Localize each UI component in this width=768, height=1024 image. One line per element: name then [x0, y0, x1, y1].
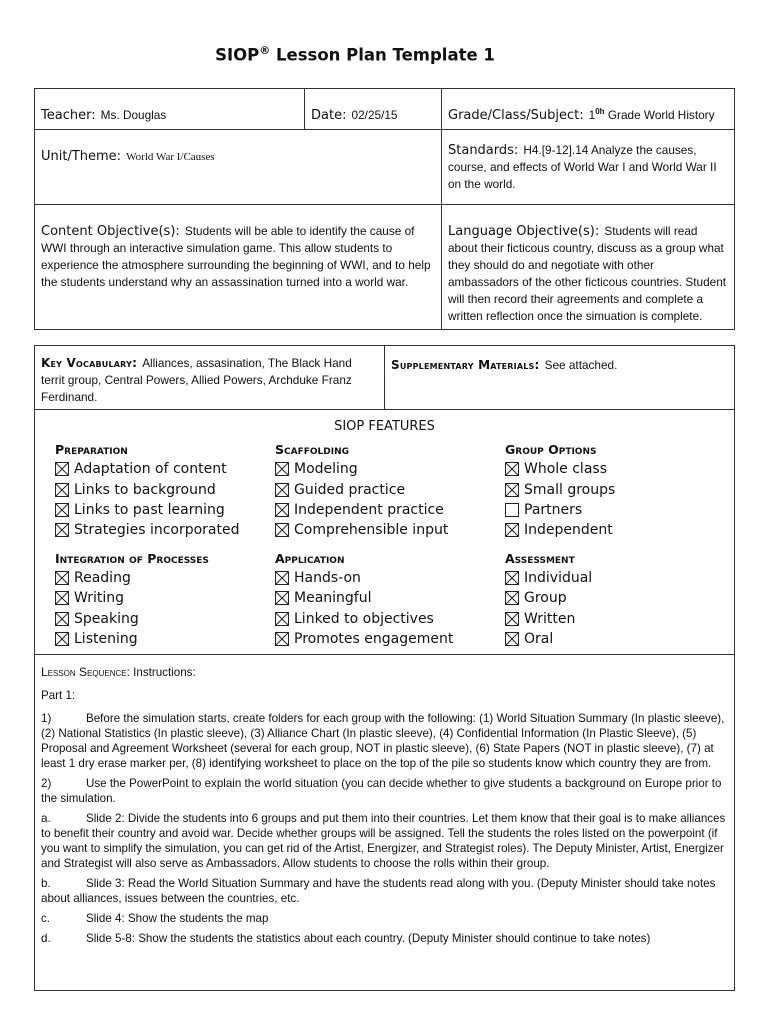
checkbox-item[interactable]: Listening: [55, 629, 275, 649]
standards-cell: Standards: H4.[9-12].14 Analyze the causes, course, and effects of World War I and World War II on the world.: [442, 130, 735, 205]
step-2: 2) Use the PowerPoint to explain the world situation (you can decide whether to give students a background on Europe prior to the simulation.: [41, 777, 722, 805]
checkbox-checked-icon[interactable]: [275, 571, 289, 585]
lesson-sequence-label: Lesson Sequence:: [41, 665, 130, 679]
checkbox-checked-icon[interactable]: [275, 591, 289, 605]
supplementary-materials-cell: Supplementary Materials: See attached.: [385, 346, 735, 410]
checkbox-checked-icon[interactable]: [505, 462, 519, 476]
checkbox-item[interactable]: Promotes engagement: [275, 629, 505, 649]
checkbox-item[interactable]: Independent: [505, 520, 715, 540]
key-vocabulary-cell: Key Vocabulary: Alliances, assasination, The Black Hand territ group, Central Powers, Allied Powers, Archduke Franz Ferdinand.: [35, 346, 385, 410]
checkbox-checked-icon[interactable]: [505, 632, 519, 646]
checkbox-checked-icon[interactable]: [505, 523, 519, 537]
checkbox-checked-icon[interactable]: [275, 632, 289, 646]
checkbox-checked-icon[interactable]: [55, 503, 69, 517]
checkbox-checked-icon[interactable]: [275, 523, 289, 537]
checkbox-item[interactable]: Written: [505, 608, 715, 628]
checkbox-item[interactable]: Linked to objectives: [275, 608, 505, 628]
checkbox-item[interactable]: Oral: [505, 629, 715, 649]
checkbox-item[interactable]: Hands-on: [275, 568, 505, 588]
date-cell: Date: 02/25/15: [305, 89, 442, 130]
checkbox-item[interactable]: Strategies incorporated: [55, 520, 275, 540]
checkbox-checked-icon[interactable]: [505, 612, 519, 626]
checkbox-item[interactable]: Whole class: [505, 459, 715, 479]
scaffolding-heading: Scaffolding: [275, 442, 349, 457]
step-c: c. Slide 4: Show the students the map: [41, 912, 269, 925]
features-grid: [55, 440, 734, 649]
checkbox-checked-icon[interactable]: [55, 523, 69, 537]
checkbox-checked-icon[interactable]: [55, 483, 69, 497]
lesson-sequence-cell: [35, 655, 735, 991]
checkbox-checked-icon[interactable]: [275, 462, 289, 476]
checkbox-item[interactable]: Reading: [55, 568, 275, 588]
features-table: [34, 345, 735, 991]
checkbox-checked-icon[interactable]: [55, 591, 69, 605]
checkbox-item[interactable]: Individual: [505, 568, 715, 588]
checkbox-item[interactable]: Speaking: [55, 608, 275, 628]
step-b: b. Slide 3: Read the World Situation Summary and have the students read along with you. (Deputy Minister should take notes about alliances, issues between the countries, etc.: [41, 877, 716, 905]
checkbox-item[interactable]: Adaptation of content: [55, 459, 275, 479]
checkbox-item[interactable]: Group: [505, 588, 715, 608]
checkbox-checked-icon[interactable]: [275, 503, 289, 517]
checkbox-checked-icon[interactable]: [275, 612, 289, 626]
teacher-cell: Teacher: Ms. Douglas: [35, 89, 305, 130]
unit-cell: Unit/Theme: World War I/Causes: [35, 130, 442, 205]
checkbox-item[interactable]: Guided practice: [275, 479, 505, 499]
checkbox-empty-icon[interactable]: [505, 503, 519, 517]
integration-heading: Integration of Processes: [55, 550, 209, 566]
assessment-heading: Assessment: [505, 550, 575, 566]
checkbox-item[interactable]: Independent practice: [275, 500, 505, 520]
checkbox-checked-icon[interactable]: [55, 462, 69, 476]
preparation-heading: Preparation: [55, 442, 128, 457]
checkbox-item[interactable]: Meaningful: [275, 588, 505, 608]
grade-cell: Grade/Class/Subject: $1^{0h}$ Grade World History: [442, 89, 735, 130]
siop-features-title: SIOP FEATURES: [334, 419, 435, 434]
checkbox-checked-icon[interactable]: [55, 632, 69, 646]
checkbox-checked-icon[interactable]: [505, 591, 519, 605]
checkbox-item[interactable]: Links to background: [55, 479, 275, 499]
checkbox-checked-icon[interactable]: [505, 571, 519, 585]
checkbox-checked-icon[interactable]: [505, 483, 519, 497]
step-a: a. Slide 2: Divide the students into 6 groups and put them into their countries. Let them know that their goal is to make alliances to benefit their country and avoid war. Decide whether groups will be assigned. Tell the students the roles listed on the powerpoint (if you want to simplify the simulation, you can get rid of the Artist, Energizer, and Strategist roles). The Deputy Minister, Artist, Energizer and Strategist will also serve as Ambassadors. Allow students to choose the rolls within their group.: [41, 812, 726, 870]
checkbox-item[interactable]: Writing: [55, 588, 275, 608]
checkbox-checked-icon[interactable]: [55, 571, 69, 585]
checkbox-item[interactable]: Partners: [505, 500, 715, 520]
part-label: Part 1:: [41, 689, 76, 702]
checkbox-item[interactable]: Links to past learning: [55, 500, 275, 520]
content-objectives-cell: Content Objective(s): Students will be able to identify the cause of WWI through an interactive simulation game. This allow students to experience the atmosphere surrounding the beginning of WWI, and to help the students understand why an assassination turned into a world war.: [35, 205, 442, 330]
step-d: d. Slide 5-8: Show the students the statistics about each country. (Deputy Minister should continue to take notes): [41, 932, 651, 945]
header-table: [34, 88, 735, 330]
checkbox-checked-icon[interactable]: [275, 483, 289, 497]
checkbox-item[interactable]: Modeling: [275, 459, 505, 479]
language-objectives-cell: Language Objective(s): Students will read about their ficticous country, discuss as a group what they should do and negotiate with other ambassadors of the other ficticous countries. Student will then record their agreements and complete a written reflection once the simuation is complete.: [442, 205, 735, 330]
step-1: 1) Before the simulation starts, create folders for each group with the following: (1) World Situation Summary (In plastic sleeve), (2) National Statistics (In plastic sleeve), (3) Alliance Chart (In plastic sleeve), (4) Confidential Information (In Plastic Sleeve), (5) Proposal and Agreement Worksheet (several for each group, NOT in plastic sleeve), (6) State Papers (NOT in plastic sleeve), (7) at least 1 dry erase marker per, (8) identifying worksheet to place on the top of the pile so students know which country they are from.: [41, 712, 725, 770]
checkbox-checked-icon[interactable]: [55, 612, 69, 626]
checkbox-item[interactable]: Small groups: [505, 479, 715, 499]
page-title: SIOP® Lesson Plan Template 1: [215, 44, 495, 65]
application-heading: Application: [275, 550, 345, 566]
checkbox-item[interactable]: Comprehensible input: [275, 520, 505, 540]
lesson-sequence: Lesson Sequence: Instructions: Part 1: 1) Before the simulation starts, create folders for each group with the following: (1) World Situation Summary (In plastic sleeve), (2) National Statistics (In plastic sleeve), (3) Alliance Chart (In plastic sleeve), (4) Confidential Information (In Plastic Sleeve), (5) Proposal and Agreement Worksheet (several for each group, NOT in plastic sleeve), (6) State Papers (NOT in plastic sleeve), (7) at least 1 dry erase marker per, (8) identifying worksheet to place on the top of the pile so students know which country they are from. 2) Use the PowerPoint to explain the world situation (you can decide whether to give students a background on Europe prior to the simulation. a. Slide 2: Divide the students into 6 groups and put them into their countries. Let them know that their goal is to make alliances to benefit their country and avoid war. Decide whether groups will be assigned. Tell the students the roles listed on the powerpoint (if you want to simplify the simulation, you can get rid of the Artist, Energizer, and Strategist roles). The Deputy Minister, Artist, Energizer and Strategist will also serve as Ambassadors. Allow students to choose the rolls within their group. b. Slide 3: Read the World Situation Summary and have the students read along with you. (Deputy Minister should take notes about alliances, issues between the countries, etc. c. Slide 4: Show the students the map d. Slide 5-8: Show the students the statistics about each country. (Deputy Minister should continue to take notes): [41, 665, 728, 946]
siop-features-cell: [35, 410, 735, 655]
group-options-heading: Group Options: [505, 442, 597, 457]
